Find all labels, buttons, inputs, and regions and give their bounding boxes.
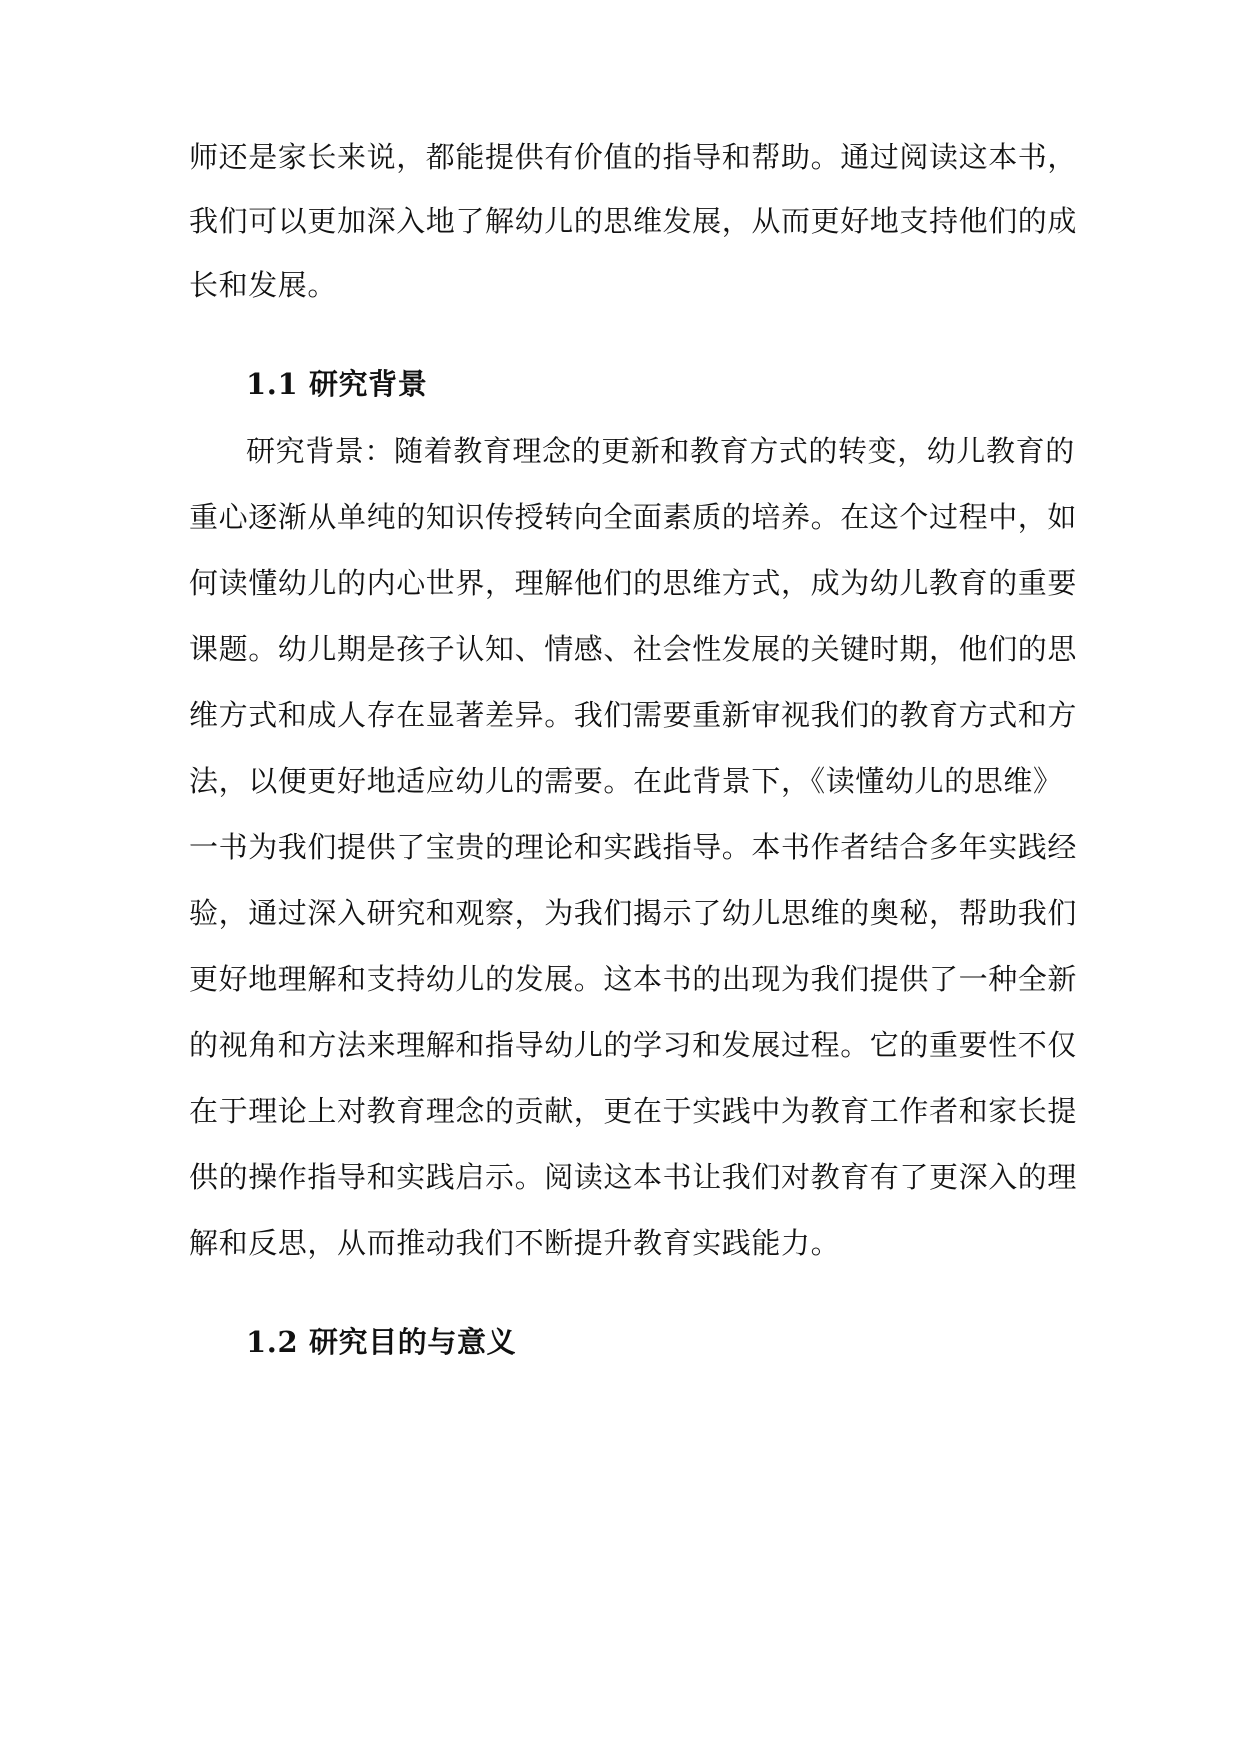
background-line-10: 的视角和方法来理解和指导幼儿的学习和发展过程。它的重要性不仅: [189, 1028, 1078, 1062]
background-line-9: 更好地理解和支持幼儿的发展。这本书的出现为我们提供了一种全新: [189, 962, 1078, 996]
intro-line-2: 我们可以更加深入地了解幼儿的思维发展，从而更好地支持他们的成: [189, 204, 1078, 238]
intro-line-1: 师还是家长来说，都能提供有价值的指导和帮助。通过阅读这本书，: [189, 140, 1078, 174]
background-line-7: 一书为我们提供了宝贵的理论和实践指导。本书作者结合多年实践经: [189, 830, 1078, 864]
background-line-1: 研究背景：随着教育理念的更新和教育方式的转变，幼儿教育的: [246, 434, 1075, 468]
section-heading-1-1: 1.1 研究背景: [246, 367, 428, 401]
background-line-12: 供的操作指导和实践启示。阅读这本书让我们对教育有了更深入的理: [189, 1160, 1078, 1194]
background-line-3: 何读懂幼儿的内心世界，理解他们的思维方式，成为幼儿教育的重要: [189, 566, 1078, 600]
background-line-13: 解和反思，从而推动我们不断提升教育实践能力。: [189, 1226, 841, 1260]
background-line-6: 法，以便更好地适应幼儿的需要。在此背景下，《读懂幼儿的思维》: [189, 764, 1063, 798]
background-line-4: 课题。幼儿期是孩子认知、情感、社会性发展的关键时期，他们的思: [189, 632, 1078, 666]
background-line-2: 重心逐渐从单纯的知识传授转向全面素质的培养。在这个过程中，如: [189, 500, 1078, 534]
section-heading-1-2: 1.2 研究目的与意义: [246, 1325, 517, 1359]
background-line-8: 验，通过深入研究和观察，为我们揭示了幼儿思维的奥秘，帮助我们: [189, 896, 1078, 930]
background-line-11: 在于理论上对教育理念的贡献，更在于实践中为教育工作者和家长提: [189, 1094, 1078, 1128]
background-line-5: 维方式和成人存在显著差异。我们需要重新审视我们的教育方式和方: [189, 698, 1078, 732]
intro-line-3: 长和发展。: [189, 268, 338, 302]
